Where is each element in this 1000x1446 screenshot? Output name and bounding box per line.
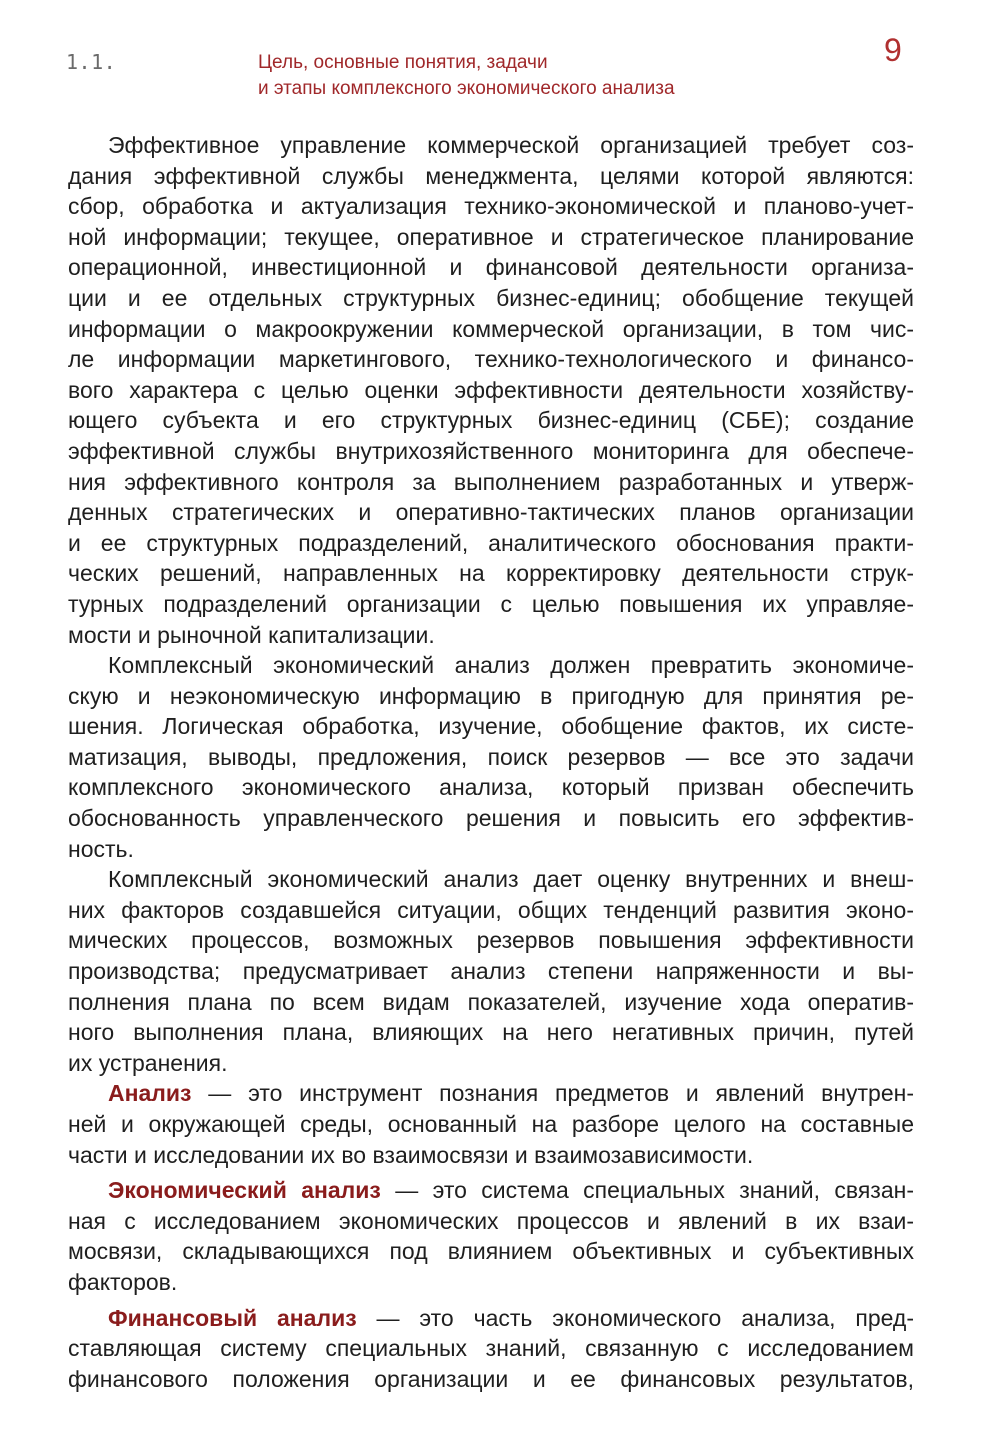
- definition-term: Финансовый анализ: [108, 1304, 357, 1331]
- body-text: [68, 130, 914, 1394]
- text-line: сбор, обработка и актуализация технико-экономической и планово-учет-: [68, 193, 914, 220]
- text-line: ной информации; текущее, оперативное и стратегическое планирование: [68, 223, 914, 250]
- definition-term: Анализ: [108, 1080, 192, 1107]
- text-line: финансового положения организации и ее финансовых результатов,: [68, 1365, 914, 1392]
- text-line: ния эффективного контроля за выполнением разработанных и утверж-: [68, 468, 914, 495]
- definition-term: Экономический анализ: [108, 1177, 381, 1204]
- text-line: ного выполнения плана, влияющих на него негативных причин, путей: [68, 1019, 914, 1046]
- definition-text: — это часть экономического анализа, пред-: [356, 1304, 915, 1331]
- text-line: ческих решений, направленных на корректировку деятельности струк-: [68, 560, 914, 587]
- definition-paragraph: [68, 1078, 914, 1170]
- text-line: ции и ее отдельных структурных бизнес-единиц; обобщение текущей: [68, 284, 914, 311]
- text-line: денных стратегических и оперативно-тактических планов организации: [68, 499, 914, 526]
- text-line: ле информации маркетингового, технико-технологического и финансо-: [68, 346, 914, 373]
- running-title: [258, 50, 778, 102]
- text-line: факторов.: [68, 1268, 178, 1295]
- paragraph: [68, 130, 914, 650]
- text-line: [68, 1078, 914, 1109]
- definition-text: — это инструмент познания предметов и явлений внутрен-: [191, 1080, 914, 1107]
- text-line: полнения плана по всем видам показателей, изучение хода оператив-: [68, 988, 914, 1015]
- text-line: мических процессов, возможных резервов повышения эффективности: [68, 927, 914, 954]
- text-line: ставляющая систему специальных знаний, связанную с исследованием: [68, 1335, 914, 1362]
- paragraph: [68, 650, 914, 864]
- running-title-line: Цель, основные понятия, задачи: [258, 52, 548, 73]
- text-line: ней и окружающей среды, основанный на разборе целого на составные: [68, 1111, 914, 1137]
- text-line: комплексного экономического анализа, который призван обеспечить: [68, 774, 914, 801]
- text-line: ющего субъекта и его структурных бизнес-единиц (СБЕ); создание: [68, 407, 914, 434]
- paragraph: [68, 864, 914, 1078]
- text-line: вого характера с целью оценки эффективности деятельности хозяйству-: [68, 376, 914, 403]
- section-number: 1.1.: [66, 50, 117, 74]
- definition-text: — это система специальных знаний, связан-: [380, 1177, 914, 1204]
- text-line: [68, 1175, 914, 1206]
- text-line: информации о макроокружении коммерческой организации, в том чис-: [68, 315, 914, 342]
- text-line: производства; предусматривает анализ степени напряженности и вы-: [68, 958, 914, 985]
- text-line: ность.: [68, 835, 134, 862]
- text-line: [68, 1303, 914, 1334]
- text-line: дания эффективной службы менеджмента, целями которой являются:: [68, 162, 914, 189]
- definition-paragraph: [68, 1175, 914, 1297]
- text-line: ная с исследованием экономических процессов и явлений в их взаи-: [68, 1207, 914, 1234]
- text-line: Комплексный экономический анализ должен превратить экономиче-: [108, 652, 914, 679]
- text-line: Комплексный экономический анализ дает оценку внутренних и внеш-: [108, 866, 914, 893]
- definition-paragraph: [68, 1303, 914, 1395]
- text-line: эффективной службы внутрихозяйственного мониторинга для обеспече-: [68, 437, 914, 464]
- text-line: шения. Логическая обработка, изучение, обобщение фактов, их систе-: [68, 713, 914, 740]
- text-line: скую и неэкономическую информацию в пригодную для принятия ре-: [68, 682, 914, 709]
- text-line: их устранения.: [68, 1049, 228, 1076]
- text-line: обоснованность управленческого решения и повысить его эффектив-: [68, 805, 914, 832]
- page-number: 9: [884, 32, 902, 68]
- text-line: них факторов создавшейся ситуации, общих тенденций развития эконо-: [68, 896, 914, 923]
- running-title-line: и этапы комплексного экономического анализа: [258, 78, 675, 99]
- text-line: части и исследовании их во взаимосвязи и взаимозависимости.: [68, 1141, 754, 1168]
- text-line: матизация, выводы, предложения, поиск резервов — все это задачи: [68, 743, 914, 770]
- text-line: мосвязи, складывающихся под влиянием объективных и субъективных: [68, 1238, 914, 1265]
- text-line: Эффективное управление коммерческой организацией требует соз-: [108, 132, 914, 158]
- text-line: операционной, инвестиционной и финансовой деятельности организа-: [68, 254, 914, 281]
- text-line: и ее структурных подразделений, аналитического обоснования практи-: [68, 529, 914, 556]
- text-line: турных подразделений организации с целью повышения их управляе-: [68, 590, 914, 617]
- text-line: мости и рыночной капитализации.: [68, 621, 435, 648]
